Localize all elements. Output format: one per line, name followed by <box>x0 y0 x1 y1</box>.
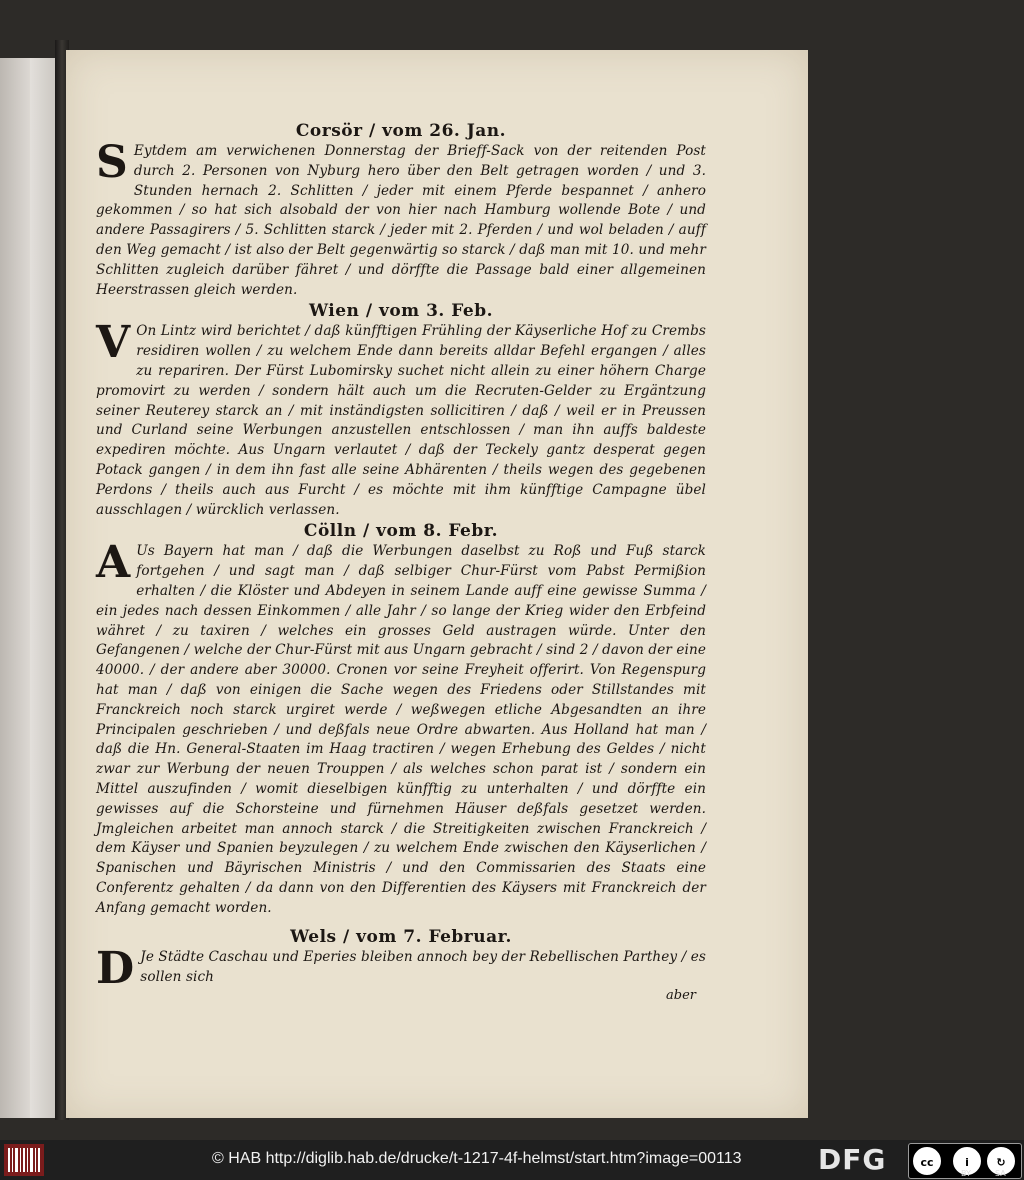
section-text: SEytdem am verwichenen Donnerstag der Brieff-Sack von der reitenden Post durch 2. Personen von Nyburg hero über den Belt getragen worden / und 3. Stunden hernach 2. Schlitten / jeder mit einem Pferde bespannet / anhero gekommen / so hat sich alsobald der von hier nach Hamburg wollende Bote / und andere Passagirers / 5. Schlitten starck / jeder mit 2. Pferden / und wol beladen / auff den Weg gemacht / ist also der Belt gegenwärtig so starck / daß man mit 10. und mehr Schlitten zugleich darüber fähret / und dörffte die Passage bald einer allgemeinen Heerstrassen gleich werden. <box>96 137 706 298</box>
footer-bar <box>0 1140 1024 1180</box>
barcode-icon <box>4 1144 44 1176</box>
catchword: aber <box>666 988 696 1004</box>
dfg-logo: DFG <box>818 1143 887 1176</box>
by-icon: i <box>953 1147 981 1175</box>
cc-icon: cc <box>913 1147 941 1175</box>
sa-label: SA <box>995 1169 1006 1178</box>
section-heading: Cölln / vom 8. Febr. <box>303 521 499 542</box>
cc-license-badge[interactable] <box>908 1143 1022 1179</box>
page-text <box>96 120 706 1017</box>
section-heading: Wien / vom 3. Feb. <box>308 301 494 322</box>
by-label: BY <box>961 1169 971 1178</box>
sa-icon: ↻ <box>987 1147 1015 1175</box>
credit-link[interactable]: © HAB http://diglib.hab.de/drucke/t-1217-4f-helmst/start.htm?image=00113 <box>212 1150 742 1167</box>
section-text: AUs Bayern hat man / daß die Werbungen daselbst zu Roß und Fuß starck fortgehen / und sagt man / daß selbiger Chur-Fürst vom Pabst Permißion erhalten / die Klöster und Abdeyen in seinem Lande auff eine gewisse Summa / ein jedes nach dessen Einkommen / alle Jahr / so lange der Krieg wider den Erbfeind währet / zu taxiren / welches ein grosses Geld austragen würde. Unter den Gefangenen / welche der Chur-Fürst mit aus Ungarn gebracht / sind 2 / davon der eine 40000. / der andere aber 30000. Cronen vor seine Freyheit offerirt. Von Regenspurg hat man / daß von einigen die Sache wegen des Friedens oder Stillstandes mit Franckreich noch starck urgiret werde / weßwegen etliche Abgesandten an ihre Principalen geschrieben / und deßfals neue Ordre abwarten. Aus Holland hat man / daß die Hn. General-Staaten im Haag tractiren / wegen Erhebung des Geldes / nicht zwar zur Werbung der neuen Trouppen / als welches schon parat ist / sondern ein Mittel auszufinden / womit dieselbigen künfftig zu unterhalten / und dörffte ein gewisses auf die Schorsteine und fürnehmen Häuser deßfals gesetzet werden. Jmgleichen arbeitet man annoch starck / die Streitigkeiten zwischen Franckreich / dem Käyser und Spanien beyzulegen / zu welchem Ende zwischen den Käyserlichen / Spanischen und Bäyrischen Ministris / und den Commissarien des Staats eine Conferentz gehalten / da dann von den Differentien des Käysers mit Franckreich der Anfang gemacht worden. <box>96 537 706 916</box>
scanned-page <box>66 50 808 1118</box>
section-heading: Corsör / vom 26. Jan. <box>295 121 507 141</box>
section-text: DJe Städte Caschau und Eperies bleiben annoch bey der Rebellischen Parthey / es sollen sich <box>96 943 706 995</box>
previous-page-edge <box>0 58 58 1118</box>
section-text: VOn Lintz wird berichtet / daß künfftigen Frühling der Käyserliche Hof zu Crembs residiren wollen / zu welchem Ende dann bereits alldar Befehl ergangen / alles zu repariren. Der Fürst Lubomirsky suchet nicht allein zu einer höhern Charge promovirt zu werden / sondern hält auch um die Recruten-Gelder zu Ergäntzung seiner Reuterey starck an / mit inständigsten sollicitiren / daß / weil er in Preussen und Curland seine Werbungen anzustellen entschlossen / man ihn auffs baldeste expediren möchte. Aus Ungarn verlautet / daß der Teckely gantz desperat gegen Potack gangen / in dem ihn fast alle seine Abhärenten / theils wegen des gegebenen Perdons / theils auch aus Furcht / es möchte mit ihm künfftige Campagne übel ausschlagen / würcklich verlassen. <box>96 317 706 518</box>
section-heading: Wels / vom 7. Februar. <box>290 927 512 948</box>
